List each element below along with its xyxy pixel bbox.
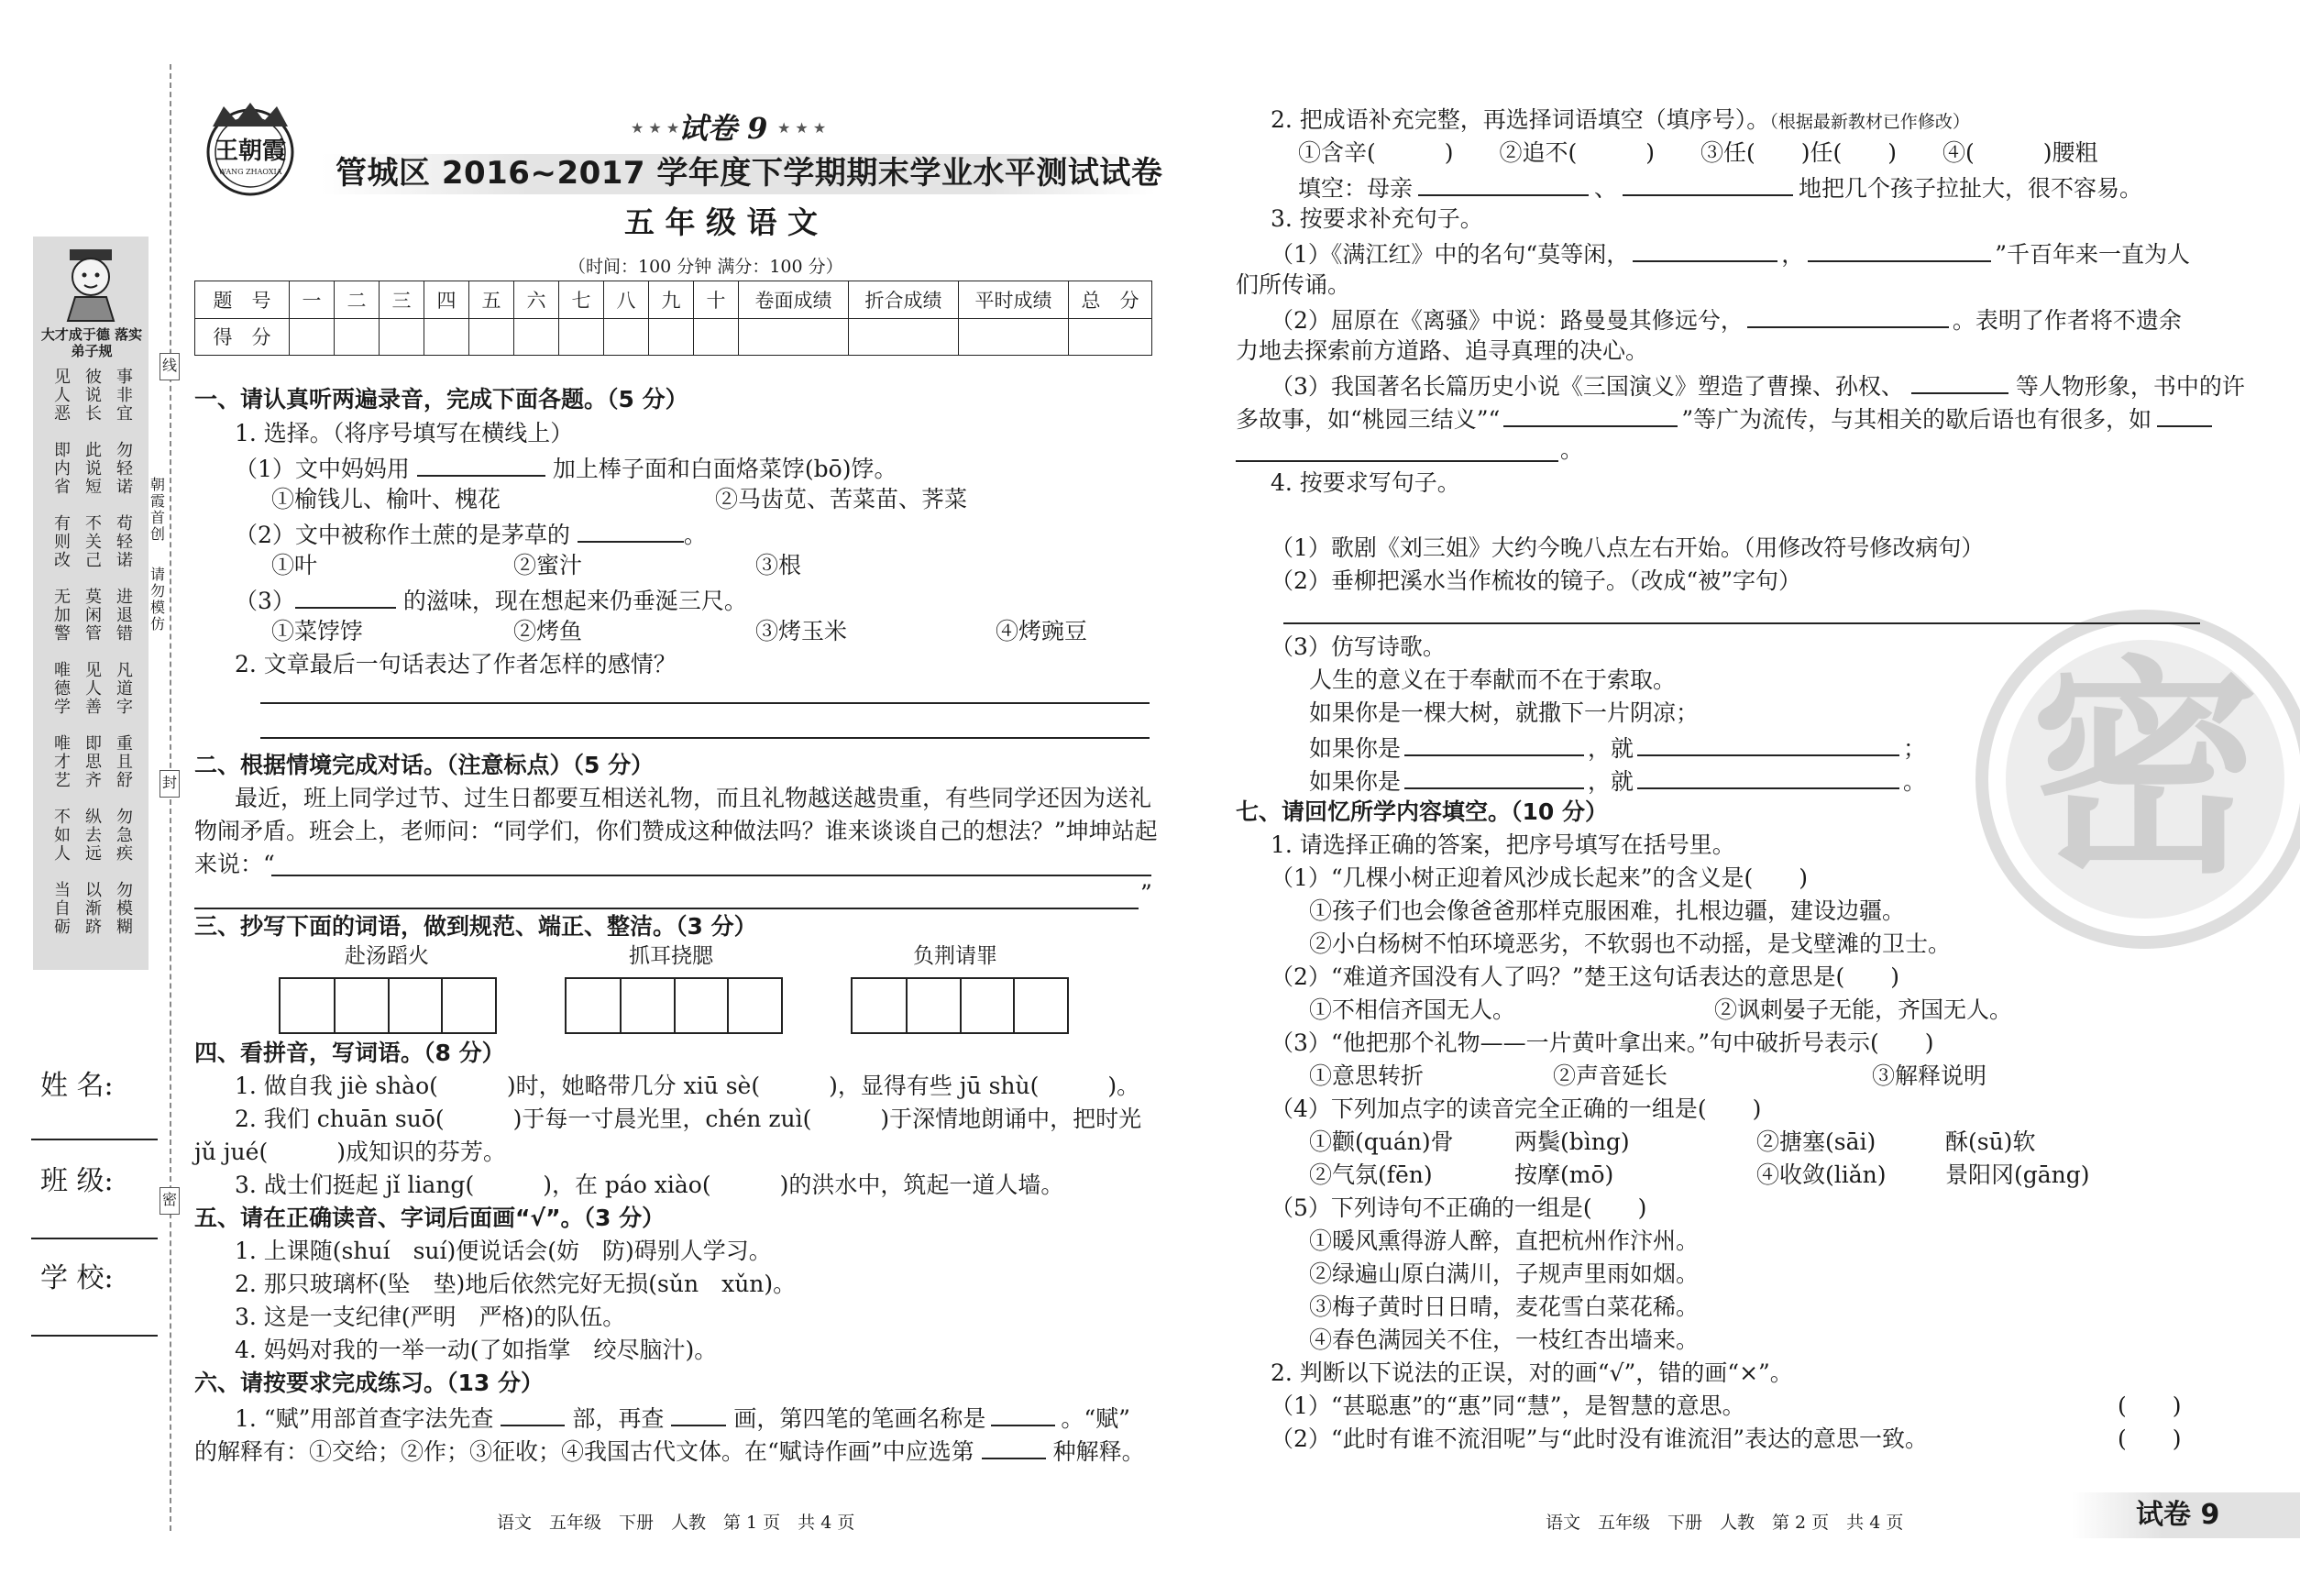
motto-column: 不关己	[85, 514, 102, 570]
s1-q1: 1. 选择。（将序号填写在横线上）	[235, 420, 574, 446]
s6-line-1	[235, 1404, 1130, 1430]
answer-blank[interactable]	[1637, 767, 1899, 789]
r-q3-3	[1271, 372, 2245, 398]
score-cell[interactable]	[1068, 318, 1151, 356]
s7-q2-1: （1）“甚聪惠”的“惠”同“慧”，是智慧的意思。	[1271, 1392, 1745, 1419]
s1-q1-3-tail: 的滋味，现在想起来仍垂涎三尺。	[402, 588, 747, 614]
option: 景阳冈(gāng)	[1945, 1161, 2090, 1188]
section-4-title: 四、看拼音，写词语。（8 分）	[194, 1040, 505, 1066]
score-header: 二	[335, 281, 380, 319]
r-q4-1: （1）歌剧《刘三姐》大约今晚八点左右开始。（用修改符号修改病句）	[1271, 534, 1985, 561]
motto-column: 苟轻诺	[116, 514, 133, 570]
s1-q2: 2. 文章最后一句话表达了作者怎样的感情？	[235, 651, 677, 677]
s1-q1-3	[235, 587, 747, 612]
score-header: 七	[559, 281, 604, 319]
section-3-title: 三、抄写下面的词语，做到规范、端正、整洁。（3 分）	[194, 913, 757, 940]
poem-line-3	[1309, 734, 1926, 760]
motto-column: 莫闲管	[85, 588, 102, 644]
answer-line[interactable]	[1236, 460, 1558, 462]
motto-column: 当自砺	[54, 881, 71, 937]
score-cell[interactable]	[514, 318, 559, 356]
r-q3-1	[1271, 240, 2190, 266]
r-q3-3d: ”等广为流传，与其相关的歇后语也有很多，如	[1681, 406, 2152, 433]
name-label: 姓 名:	[40, 1070, 114, 1102]
poem-3a: 如果你是	[1309, 735, 1402, 762]
motto-column: 勿轻诺	[116, 441, 133, 497]
score-cell[interactable]	[424, 318, 469, 356]
page-footer-right: 语文 五年级 下册 人教 第 2 页 共 4 页	[1546, 1513, 1904, 1533]
option: ②气氛(fēn)	[1309, 1161, 1433, 1188]
poem-3b: ，就	[1588, 735, 1634, 762]
score-header: 总 分	[1068, 281, 1151, 319]
r-q3-1c: ”千百年来一直为人	[1995, 241, 2191, 268]
section-5-title: 五、请在正确读音、字词后面画“√”。（3 分）	[194, 1205, 666, 1231]
option: ③烤玉米	[755, 618, 848, 644]
sidebar-motto-columns	[44, 369, 145, 955]
answer-blank[interactable]	[1911, 372, 2008, 394]
s7-5: （5）下列诗句不正确的一组是( )	[1271, 1194, 1647, 1221]
s1-q1-2-text: （2）文中被称作土蔗的是茅草的	[235, 522, 570, 548]
school-label: 学 校:	[40, 1262, 114, 1294]
s6-l1-d: 。“赋”	[1061, 1405, 1130, 1432]
score-header: 折合成绩	[848, 281, 958, 319]
poem-line-2: 如果你是一棵大树，就撒下一片阴凉；	[1309, 699, 1700, 726]
motto-column: 进退错	[116, 588, 133, 644]
score-header: 十	[694, 281, 739, 319]
fold-mark-xian: 线	[160, 353, 180, 380]
option: ①菜饽饽	[271, 618, 364, 644]
answer-line[interactable]	[260, 702, 1150, 704]
score-cell[interactable]	[739, 318, 849, 356]
judge-paren[interactable]: ( )	[2118, 1425, 2182, 1452]
option: ③梅子黄时日日晴，麦花雪白菜花稀。	[1309, 1293, 1700, 1320]
option: ②小白杨树不怕环境恶劣，不软弱也不动摇，是戈壁滩的卫士。	[1309, 930, 1952, 957]
r-q4-3: （3）仿写诗歌。	[1271, 633, 1446, 660]
s2-para-1: 最近，班上同学过节、过生日都要互相送礼物，而且礼物越送越贵重，有些同学还因为送礼	[235, 785, 1152, 811]
s4-line-3: jǔ jué( )成知识的芬芳。	[194, 1139, 506, 1165]
score-cell[interactable]	[290, 318, 335, 356]
motto-column: 以渐跻	[85, 881, 102, 937]
answer-line[interactable]	[194, 908, 1139, 909]
r-q3-1b: ，	[1781, 241, 1805, 268]
option: ④收敛(liǎn)	[1756, 1161, 1887, 1188]
score-row-label: 得 分	[195, 318, 290, 356]
s4-line-4: 3. 战士们挺起 jǐ liang( )，在 páo xiào( )的洪水中，筑起一道人墙。	[235, 1172, 1064, 1198]
r-q3-1a: （1）《满江红》中的名句“莫等闲，	[1271, 241, 1630, 268]
option: 酥(sū)软	[1945, 1128, 2036, 1155]
option: ②讽刺晏子无能，齐国无人。	[1714, 996, 2013, 1023]
s5-line-1: 1. 上课随(shuí suí)便说话会(妨 防)碍别人学习。	[235, 1238, 772, 1264]
class-label: 班 级:	[40, 1165, 114, 1197]
s2-close-quote: ”	[1140, 880, 1152, 907]
r-q2-fill-a: 填空：母亲	[1298, 175, 1414, 202]
answer-blank[interactable]	[295, 587, 396, 609]
r-q4-2: （2）垂柳把溪水当作梳妆的镜子。（改成“被”字句）	[1271, 567, 1801, 594]
motto-column: 勿急疾	[116, 808, 133, 864]
option: ①不相信齐国无人。	[1309, 996, 1516, 1023]
option: ③解释说明	[1872, 1062, 1987, 1089]
answer-blank[interactable]	[417, 455, 545, 477]
test-paper-tag: 试卷 9	[678, 111, 768, 146]
answer-blank[interactable]	[1637, 734, 1899, 756]
poem-line-4	[1309, 767, 1926, 793]
option: ④烤豌豆	[996, 618, 1088, 644]
motto-column: 即思齐	[85, 734, 102, 790]
poem-4c: 。	[1903, 768, 1927, 795]
side-note-1: 朝霞首创	[150, 476, 166, 543]
s4-line-2: 2. 我们 chuān suō( )于每一寸晨光里，chén zuì( )于深情地朗诵中，把时光	[235, 1106, 1142, 1132]
score-cell[interactable]	[559, 318, 604, 356]
score-header: 平时成绩	[958, 281, 1068, 319]
s7-2: （2）“难道齐国没有人了吗？”楚王这句话表达的意思是( )	[1271, 963, 1899, 990]
motto-column: 凡道字	[116, 661, 133, 717]
s2-para-2: 物闹矛盾。班会上，老师问：“同学们，你们赞成这种做法吗？谁来谈谈自己的想法？”坤坤站起	[194, 818, 1158, 844]
s4-line-1: 1. 做自我 jiè shào( )时，她略带几分 xiū sè( )，显得有些 jū shù( )。	[235, 1073, 1140, 1099]
copy-word-2: 抓耳挠腮	[629, 944, 713, 968]
exam-title: 管城区 2016~2017 学年度下学期期末学业水平测试试卷	[336, 155, 1163, 192]
s1-q1-2: （2）文中被称作土蔗的是茅草的 。	[235, 522, 707, 548]
r-q3: 3. 按要求补充句子。	[1271, 205, 1483, 232]
option: ②蜜汁	[513, 552, 583, 578]
r-q3-2c: 力地去探索前方道路、追寻真理的决心。	[1236, 337, 1649, 364]
copy-word-3: 负荆请罪	[913, 944, 997, 968]
answer-blank[interactable]	[671, 1404, 726, 1426]
score-header: 九	[649, 281, 694, 319]
r-q2-fill-c: 地把几个孩子拉扯大，很不容易。	[1799, 175, 2143, 202]
s1-q1-1-tail: 加上棒子面和白面烙菜饽(bō)饽。	[552, 456, 897, 482]
r-q3-2a: （2）屈原在《离骚》中说：路曼曼其修远兮，	[1271, 307, 1744, 334]
s6-l1-b: 部，再查	[572, 1405, 665, 1432]
score-table	[194, 281, 1152, 356]
s7-q2-2: （2）“此时有谁不流泪呢”与“此时没有谁流泪”表达的意思一致。	[1271, 1425, 1929, 1452]
page-footer-left: 语文 五年级 下册 人教 第 1 页 共 4 页	[497, 1513, 855, 1533]
option: ①叶	[271, 552, 318, 578]
s7-3: （3）“他把那个礼物——一片黄叶拿出来。”句中破折号表示( )	[1271, 1029, 1934, 1056]
r-q3-1d: 们所传诵。	[1236, 271, 1351, 298]
r-q3-3b: 等人物形象，书中的许	[2015, 373, 2245, 400]
score-cell[interactable]	[380, 318, 424, 356]
s2-para-3: 来说：“	[194, 851, 275, 877]
publisher-seal	[194, 101, 306, 198]
score-cell[interactable]	[469, 318, 514, 356]
r-q3-3c	[1236, 405, 2212, 431]
r-q3-3a: （3）我国著名长篇历史小说《三国演义》塑造了曹操、孙权、	[1271, 373, 1904, 400]
score-cell[interactable]	[604, 318, 649, 356]
motto-column: 唯德学	[54, 661, 71, 717]
option: ①孩子们也会像爸爸那样克服困难，扎根边疆，建设边疆。	[1309, 897, 1906, 924]
motto-column: 纵去远	[85, 808, 102, 864]
motto-column: 不如人	[54, 808, 71, 864]
score-cell[interactable]	[649, 318, 694, 356]
motto-column: 彼说长	[85, 368, 102, 424]
s7-q2: 2. 判断以下说法的正误，对的画“√”，错的画“×”。	[1271, 1359, 1793, 1386]
score-header: 八	[604, 281, 649, 319]
option: ②马齿苋、苦菜苗、荠菜	[715, 486, 968, 512]
option: ②搪塞(sāi)	[1756, 1128, 1876, 1155]
answer-blank[interactable]	[1747, 306, 1949, 328]
option: ②烤鱼	[513, 618, 583, 644]
motto-column: 有则改	[54, 514, 71, 570]
class-field[interactable]	[31, 1238, 158, 1239]
score-header: 一	[290, 281, 335, 319]
r-q2-options: ①含辛( ) ②追不( ) ③任( )任( ) ④( )腰粗	[1298, 139, 2098, 166]
r-q4: 4. 按要求写句子。	[1271, 469, 1460, 496]
fold-mark-feng: 封	[160, 770, 180, 798]
seal-subtext: WANG ZHAOXIA	[218, 168, 282, 176]
score-cell[interactable]	[335, 318, 380, 356]
poem-4a: 如果你是	[1309, 768, 1402, 795]
option: ①意思转折	[1309, 1062, 1425, 1089]
motto-column: 唯才艺	[54, 734, 71, 790]
r-q3-2	[1271, 306, 2182, 332]
motto-column: 见人恶	[54, 368, 71, 424]
motto-column: 事非宜	[116, 368, 133, 424]
s5-line-4: 4. 妈妈对我的一举一动(了如指掌 绞尽脑汁)。	[235, 1337, 718, 1363]
answer-blank[interactable]	[1418, 174, 1589, 196]
score-header: 三	[380, 281, 424, 319]
r-q2-fill-b: 、	[1594, 175, 1618, 202]
time-info: （时间：100 分钟 满分：100 分）	[568, 257, 843, 277]
r-q2-note: （根据最新教材已作修改）	[1769, 112, 1970, 132]
s1-q1-3-text: （3）	[235, 588, 295, 614]
copy-word-1: 赴汤蹈火	[345, 944, 429, 968]
option: ②绿遍山原白满川，子规声里雨如烟。	[1309, 1260, 1700, 1287]
answer-blank[interactable]	[501, 1404, 565, 1426]
r-q3-3c-text: 多故事，如“桃园三结义”“	[1236, 406, 1501, 433]
poem-line-1: 人生的意义在于奉献而不在于索取。	[1309, 666, 1677, 693]
answer-blank[interactable]	[982, 1437, 1046, 1459]
title-stars-right: ★ ★ ★	[777, 119, 827, 137]
score-header: 四	[424, 281, 469, 319]
s6-l2-b: 种解释。	[1052, 1438, 1145, 1465]
option: ③根	[755, 552, 802, 578]
r-q2-fill	[1298, 174, 2142, 200]
r-q2-text: 2. 把成语补充完整，再选择词语填空（填序号）。	[1271, 106, 1770, 133]
s6-line-2	[194, 1437, 1145, 1463]
subject-title: 五 年 级 语 文	[624, 204, 818, 240]
judge-paren[interactable]: ( )	[2118, 1392, 2182, 1419]
copy-grid-2[interactable]	[565, 977, 783, 1034]
score-cell[interactable]	[958, 318, 1068, 356]
answer-blank[interactable]	[1404, 734, 1584, 756]
section-6-title: 六、请按要求完成练习。（13 分）	[194, 1370, 544, 1396]
copy-grid-1[interactable]	[279, 977, 497, 1034]
option: 按摩(mō)	[1514, 1161, 1614, 1188]
motto-column: 勿模糊	[116, 881, 133, 937]
motto-column: 即内省	[54, 441, 71, 497]
score-header: 五	[469, 281, 514, 319]
r-q2	[1271, 108, 1970, 131]
score-header: 题 号	[195, 281, 290, 319]
seal-text: 王朝霞	[214, 138, 286, 165]
s7-1: （1）“几棵小树正迎着风沙成长起来”的含义是( )	[1271, 864, 1808, 891]
corner-paper-tag: 试卷 9	[2136, 1499, 2220, 1531]
motto-column: 无加警	[54, 588, 71, 644]
s7-4: （4）下列加点字的读音完全正确的一组是( )	[1271, 1095, 1762, 1122]
score-cell[interactable]	[848, 318, 958, 356]
option: ④春色满园关不住，一枝红杏出墙来。	[1309, 1326, 1700, 1353]
side-note-2: 请勿模仿	[150, 566, 166, 633]
answer-blank[interactable]	[991, 1404, 1055, 1426]
poem-3c: ；	[1903, 735, 1927, 762]
motto-column: 此说短	[85, 441, 102, 497]
option: ①暖风熏得游人醉，直把杭州作汴州。	[1309, 1227, 1700, 1254]
r-q3-3e: 。	[1560, 436, 1584, 463]
motto-column: 重且舒	[116, 734, 133, 790]
s5-line-2: 2. 那只玻璃杯(坠 垫)地后依然完好无损(sǔn xǔn)。	[235, 1271, 797, 1297]
section-2-title: 二、根据情境完成对话。（注意标点）（5 分）	[194, 752, 655, 778]
secret-watermark	[1971, 605, 2300, 953]
score-header: 卷面成绩	[739, 281, 849, 319]
score-cell[interactable]	[694, 318, 739, 356]
answer-line[interactable]	[260, 737, 1150, 739]
name-field[interactable]	[31, 1139, 158, 1140]
motto-column: 见人善	[85, 661, 102, 717]
binding-line	[170, 64, 171, 1531]
r-q3-2b: 。表明了作者将不遗余	[1952, 307, 2182, 334]
answer-blank[interactable]	[1503, 405, 1678, 427]
cartoon-avatar	[51, 244, 130, 323]
s5-line-3: 3. 这是一支纪律(严明 严格)的队伍。	[235, 1304, 626, 1330]
option: ①颧(quán)骨	[1309, 1128, 1454, 1155]
s7-q1: 1. 请选择正确的答案，把序号填写在括号里。	[1271, 831, 1735, 858]
fold-mark-mi: 密	[160, 1187, 180, 1215]
title-stars-left: ★ ★ ★	[631, 119, 680, 137]
answer-blank[interactable]	[578, 521, 684, 543]
answer-blank[interactable]	[1404, 767, 1584, 789]
section-1-title: 一、请认真听两遍录音，完成下面各题。（5 分）	[194, 386, 688, 413]
sidebar-motto: 大才成于德 落实弟子规	[40, 326, 143, 359]
watermark-char: 密	[2030, 637, 2260, 904]
s6-l1-c: 画，第四笔的笔画名称是	[733, 1405, 986, 1432]
s1-q1-1-text: （1）文中妈妈用	[235, 456, 410, 482]
option: ①榆钱儿、榆叶、槐花	[271, 486, 501, 512]
s1-q1-1	[235, 455, 897, 480]
s6-l2-a: 的解释有：①交给；②作；③征收；④我国古代文体。在“赋诗作画”中应选第	[194, 1438, 974, 1465]
answer-line[interactable]	[271, 875, 1151, 876]
answer-line[interactable]	[1283, 622, 2200, 624]
s6-l1-a: 1. “赋”用部首查字法先查	[235, 1405, 494, 1432]
section-7-title: 七、请回忆所学内容填空。（10 分）	[1236, 798, 1608, 825]
answer-blank[interactable]	[1623, 174, 1793, 196]
option: 两鬓(bìng)	[1514, 1128, 1630, 1155]
score-header: 六	[514, 281, 559, 319]
answer-blank[interactable]	[1633, 240, 1777, 262]
answer-blank[interactable]	[1808, 240, 1991, 262]
answer-blank[interactable]	[2157, 405, 2212, 427]
poem-4b: ，就	[1588, 768, 1634, 795]
option: ②声音延长	[1553, 1062, 1668, 1089]
school-field[interactable]	[31, 1335, 158, 1337]
copy-grid-3[interactable]	[851, 977, 1069, 1034]
